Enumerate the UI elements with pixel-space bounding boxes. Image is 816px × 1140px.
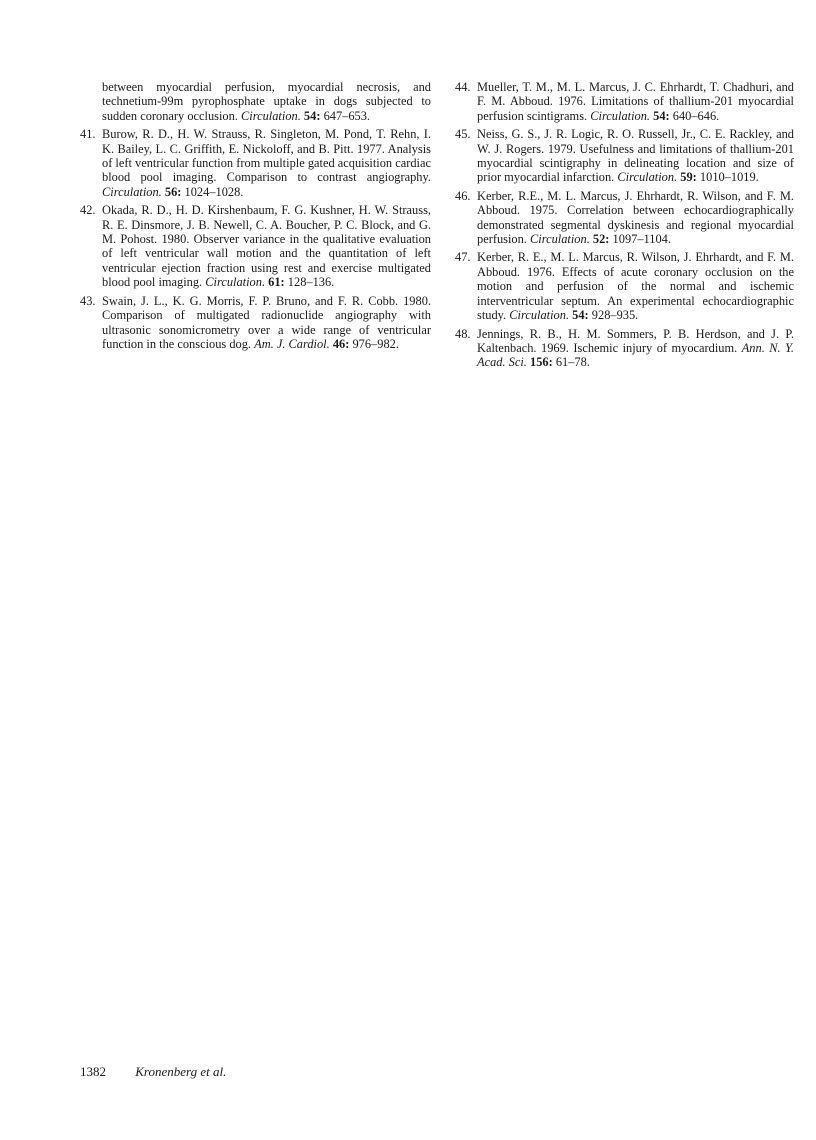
reference-text: Kerber, R. E., M. L. Marcus, R. Wilson, J. Ehrhardt, and F. M. Abboud. 1976. Effects of acute coronary occlusion on the motion and perfusion of the normal and ischemic interventricular septum. An experimental echocardiographic study. xyxy=(477,250,794,323)
reference-pages: 1010–1019. xyxy=(699,170,759,185)
running-head: Kronenberg et al. xyxy=(135,1064,227,1079)
reference-pages: 640–646. xyxy=(672,108,720,123)
reference-pages: 1097–1104. xyxy=(612,232,671,247)
reference-journal: Circulation. xyxy=(590,108,651,123)
reference-text: Kerber, R.E., M. L. Marcus, J. Ehrhardt, R. Wilson, and F. M. Abboud. 1975. Correlation between echocardiographically demonstrated segmental dyskinesis and regional myocardial perfusion. xyxy=(477,188,794,247)
reference-text: between myocardial perfusion, myocardial necrosis, and technetium-99m pyrophosphate uptake in dogs subjected to sudden coronary occlusion. xyxy=(102,80,431,123)
reference-volume: 54: xyxy=(572,308,589,323)
reference-pages: 976–982. xyxy=(352,336,399,351)
reference-volume: 61: xyxy=(268,275,285,290)
page-footer xyxy=(80,1064,226,1080)
reference-volume: 54: xyxy=(653,108,670,123)
reference-text: Burow, R. D., H. W. Strauss, R. Singleton, M. Pond, T. Rehn, I. K. Bailey, L. C. Griffith, E. Nickoloff, and B. Pitt. 1977. Analysis of left ventricular function from multiple gated acquisition cardiac blood pool imaging. Comparison to contrast angiography. xyxy=(102,127,431,185)
reference-journal: Circulation. xyxy=(205,275,266,290)
reference-text: Jennings, R. B., H. M. Sommers, P. B. Herdson, and J. P. Kaltenbach. 1969. Ischemic injury of myocardium. xyxy=(477,326,794,355)
reference-column-left xyxy=(80,80,431,355)
reference-entry xyxy=(80,294,431,352)
reference-volume: 52: xyxy=(592,232,610,247)
reference-number: 48. xyxy=(455,326,471,341)
reference-pages: 928–935. xyxy=(591,308,639,323)
reference-entry xyxy=(455,250,794,322)
reference-pages: 61–78. xyxy=(555,355,590,370)
reference-journal: Circulation. xyxy=(509,308,570,323)
reference-number: 41. xyxy=(80,127,96,142)
reference-entry xyxy=(80,203,431,289)
reference-number: 42. xyxy=(80,203,96,218)
reference-volume: 156: xyxy=(530,355,553,370)
reference-volume: 59: xyxy=(680,170,697,185)
reference-journal: Circulation. xyxy=(617,170,678,185)
reference-entry xyxy=(455,189,794,247)
reference-journal: Am. J. Cardiol. xyxy=(254,336,330,351)
reference-journal: Ann. N. Y. Acad. Sci. xyxy=(477,340,794,370)
reference-journal: Circulation. xyxy=(241,108,301,123)
reference-number: 47. xyxy=(455,250,471,265)
reference-volume: 54: xyxy=(303,108,321,123)
reference-number: 44. xyxy=(455,80,471,94)
reference-volume: 56: xyxy=(164,184,182,199)
reference-number: 43. xyxy=(80,293,96,308)
reference-pages: 1024–1028. xyxy=(184,184,244,199)
page-number: 1382 xyxy=(80,1064,106,1079)
reference-text: Okada, R. D., H. D. Kirshenbaum, F. G. Kushner, H. W. Strauss, R. E. Dinsmore, J. B. Newell, C. A. Boucher, P. C. Block, and G. M. Pohost. 1980. Observer variance in the qualitative evaluation of left ventricular wall motion and the quantitation of left ventricular ejection fraction using rest and exercise multigated blood pool imaging. xyxy=(102,203,431,290)
reference-text: Mueller, T. M., M. L. Marcus, J. C. Ehrhardt, T. Chadhuri, and F. M. Abboud. 1976. Limitations of thallium-201 myocardial perfusion scintigrams. xyxy=(477,80,794,123)
reference-entry xyxy=(455,127,794,185)
reference-pages: 128–136. xyxy=(287,275,335,290)
reference-column-right xyxy=(455,80,794,374)
reference-entry xyxy=(80,80,431,123)
reference-text: Swain, J. L., K. G. Morris, F. P. Bruno, and F. R. Cobb. 1980. Comparison of multigated radionuclide angiography with ultrasonic sonomicrometry over a wide range of ventricular function in the conscious dog. xyxy=(102,293,431,351)
reference-journal: Circulation. xyxy=(530,232,590,247)
reference-pages: 647–653. xyxy=(323,108,371,123)
reference-number: 46. xyxy=(455,188,471,203)
reference-entry xyxy=(455,80,794,123)
reference-number: 45. xyxy=(455,127,471,142)
reference-journal: Circulation. xyxy=(102,184,162,199)
reference-entry xyxy=(80,127,431,199)
reference-volume: 46: xyxy=(332,336,350,351)
reference-text: Neiss, G. S., J. R. Logic, R. O. Russell, Jr., C. E. Rackley, and W. J. Rogers. 1979. Usefulness and limitations of thallium-201 myocardial scintigraphy in delineating location and size of prior myocardial infarction. xyxy=(477,127,794,185)
reference-entry xyxy=(455,327,794,370)
